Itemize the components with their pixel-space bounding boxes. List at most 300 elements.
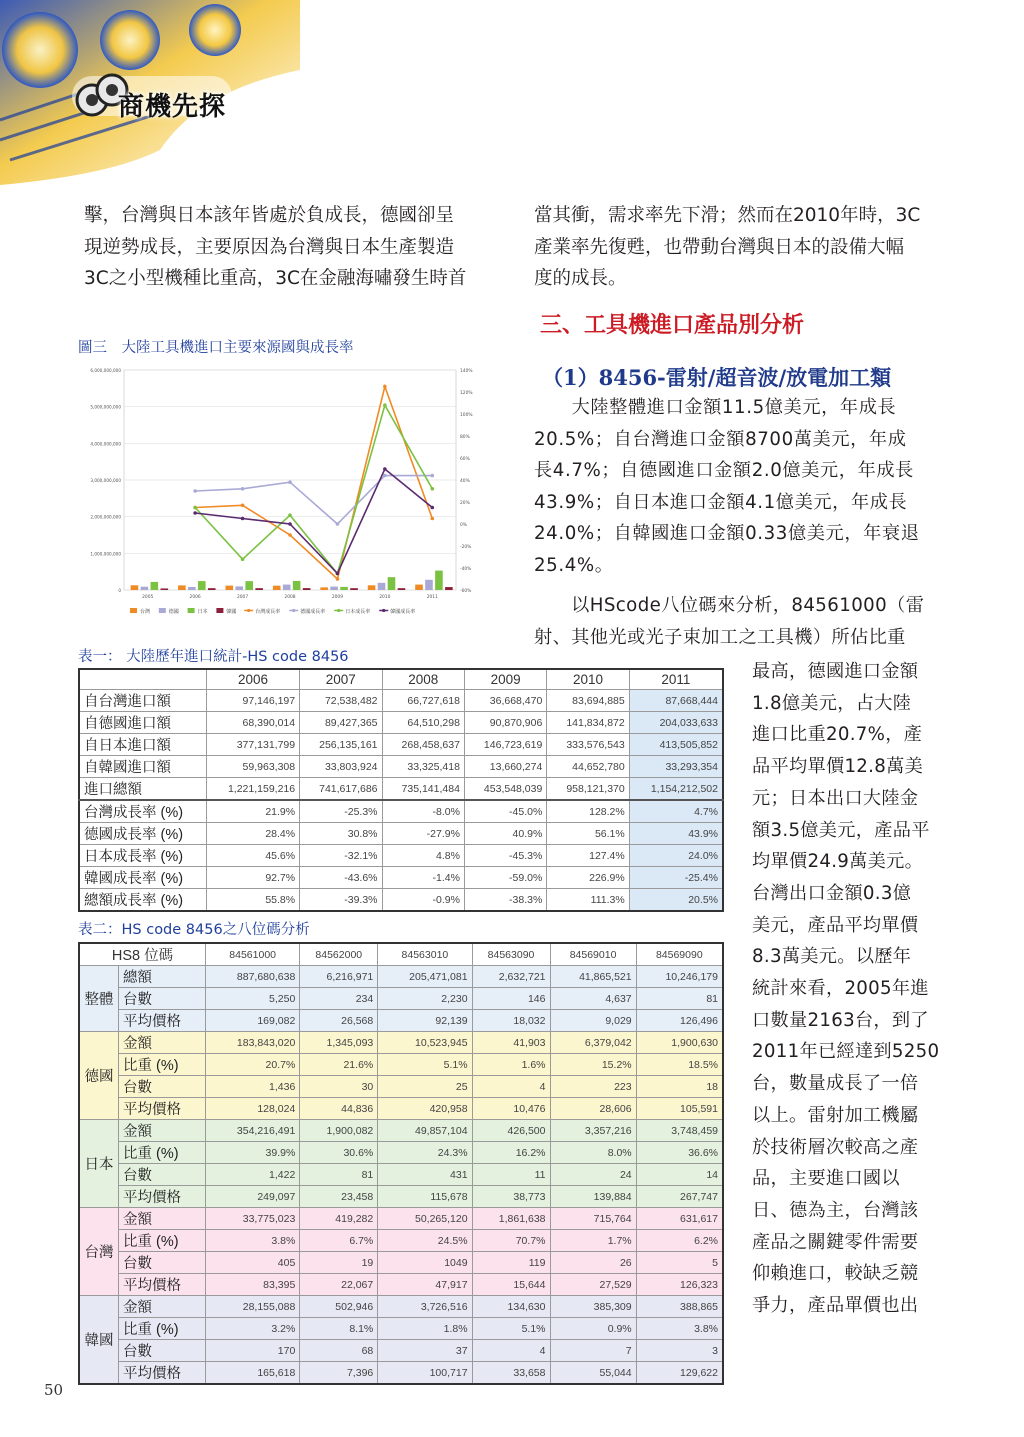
x-tick-label: 2009 bbox=[331, 595, 344, 600]
table-cell: 1,861,638 bbox=[472, 1208, 550, 1230]
metric-label: 平均價格 bbox=[119, 1186, 206, 1208]
legend-label: 韓國成長率 bbox=[390, 609, 416, 615]
hs-code-header: 84562000 bbox=[300, 943, 378, 966]
series-point bbox=[193, 511, 197, 515]
series-point bbox=[241, 517, 245, 521]
table-cell: 5.1% bbox=[378, 1054, 472, 1076]
row-label: 自韓國進口額 bbox=[79, 756, 207, 778]
text-line: 3C之小型機種比重高，3C在金融海嘯發生時首 bbox=[84, 268, 467, 289]
table-cell: 4 bbox=[472, 1340, 550, 1362]
table-row bbox=[79, 1098, 723, 1120]
table-cell: 431 bbox=[378, 1164, 472, 1186]
chart-bar bbox=[368, 585, 376, 590]
hs-code-header: 84569010 bbox=[550, 943, 636, 966]
table-cell: -0.9% bbox=[382, 889, 464, 912]
table-cell: 16.2% bbox=[472, 1142, 550, 1164]
text-line: 當其衝，需求率先下滑；然而在2010年時，3C bbox=[534, 205, 921, 226]
table-cell: 7 bbox=[550, 1340, 636, 1362]
y2-tick-label: 20% bbox=[460, 501, 470, 506]
chart-bar bbox=[131, 585, 139, 590]
hs-code-header: 84563090 bbox=[472, 943, 550, 966]
table-cell: 223 bbox=[550, 1076, 636, 1098]
series-point bbox=[288, 480, 292, 484]
table-cell: 27,529 bbox=[550, 1274, 636, 1296]
metric-label: 金額 bbox=[119, 1296, 206, 1318]
hs-code-header: 84569090 bbox=[636, 943, 723, 966]
legend-marker bbox=[337, 609, 340, 612]
table-row bbox=[79, 823, 723, 845]
chart-bar bbox=[415, 585, 423, 590]
x-tick-label: 2005 bbox=[142, 595, 154, 600]
table-cell: 24.0% bbox=[629, 845, 723, 867]
table-cell: 1,345,093 bbox=[300, 1032, 378, 1054]
table-row bbox=[79, 889, 723, 912]
legend-label: 台灣成長率 bbox=[255, 609, 281, 615]
text-line: 產業率先復甦，也帶動台灣與日本的設備大幅 bbox=[534, 236, 905, 258]
table-cell: 28.4% bbox=[207, 823, 300, 845]
table-cell: 111.3% bbox=[547, 889, 629, 912]
table-cell: 25 bbox=[378, 1076, 472, 1098]
paragraph-hscode-analysis bbox=[752, 656, 948, 1322]
table-cell: 333,576,543 bbox=[547, 734, 629, 756]
chart-bar bbox=[435, 571, 443, 590]
table-cell: 170 bbox=[206, 1340, 300, 1362]
table-cell: 49,857,104 bbox=[378, 1120, 472, 1142]
year-header: 2010 bbox=[547, 669, 629, 690]
table-cell: 4 bbox=[472, 1076, 550, 1098]
series-point bbox=[336, 522, 340, 526]
table-cell: 169,082 bbox=[206, 1010, 300, 1032]
text-line: 仰賴進口，較缺乏競 bbox=[752, 1263, 919, 1285]
text-line: 爭力，產品單價也出 bbox=[752, 1295, 919, 1317]
series-point bbox=[288, 533, 292, 537]
chart-bar bbox=[273, 586, 281, 590]
table-row bbox=[79, 1142, 723, 1164]
y2-tick-label: 40% bbox=[460, 479, 470, 484]
paragraph-hscode-intro bbox=[534, 590, 946, 653]
table-cell: -32.1% bbox=[300, 845, 382, 867]
table-cell: -39.3% bbox=[300, 889, 382, 912]
table-cell: 127.4% bbox=[547, 845, 629, 867]
table-cell: 23,458 bbox=[300, 1186, 378, 1208]
series-point bbox=[288, 513, 292, 517]
text-line: 25.4%。 bbox=[534, 554, 614, 576]
legend-marker bbox=[382, 609, 385, 612]
legend-label: 日本成長率 bbox=[345, 609, 371, 615]
chart-svg bbox=[78, 362, 488, 630]
table-cell: 100,717 bbox=[378, 1362, 472, 1385]
row-label: 德國成長率 (%) bbox=[79, 823, 207, 845]
text-line: 20.5%；自台灣進口金額8700萬美元，年成 bbox=[534, 428, 907, 450]
table-cell: 0.9% bbox=[550, 1318, 636, 1340]
chart-bar bbox=[340, 587, 348, 590]
section-heading: 三、工具機進口產品別分析 bbox=[540, 312, 805, 338]
table-cell: 83,395 bbox=[206, 1274, 300, 1296]
table-cell: 226.9% bbox=[547, 867, 629, 889]
metric-label: 平均價格 bbox=[119, 1274, 206, 1296]
table-cell: 30.6% bbox=[300, 1142, 378, 1164]
year-header: 2006 bbox=[207, 669, 300, 690]
text-line: 品平均單價12.8萬美 bbox=[752, 756, 924, 778]
table-cell: 97,146,197 bbox=[207, 690, 300, 712]
y-tick-label: 1,000,000,000 bbox=[90, 551, 121, 557]
metric-label: 平均價格 bbox=[119, 1098, 206, 1120]
x-tick-label: 2006 bbox=[189, 595, 201, 600]
table-cell: 38,773 bbox=[472, 1186, 550, 1208]
table-cell: 5.1% bbox=[472, 1318, 550, 1340]
table-cell: 40.9% bbox=[464, 823, 546, 845]
table-cell: 426,500 bbox=[472, 1120, 550, 1142]
text-line: 43.9%；自日本進口金額4.1億美元，年成長 bbox=[534, 491, 908, 513]
row-label: 進口總額 bbox=[79, 778, 207, 801]
chart-bar bbox=[225, 586, 233, 590]
row-label: 自日本進口額 bbox=[79, 734, 207, 756]
table-cell: -8.0% bbox=[382, 800, 464, 823]
table-cell: 146,723,619 bbox=[464, 734, 546, 756]
table-row bbox=[79, 845, 723, 867]
text-line: 日、德為主，台灣該 bbox=[752, 1199, 919, 1221]
table-cell: 33,775,023 bbox=[206, 1208, 300, 1230]
chart-bar bbox=[151, 582, 159, 590]
table-cell: 1,221,159,216 bbox=[207, 778, 300, 801]
table-cell: 28,606 bbox=[550, 1098, 636, 1120]
table-cell: 15.2% bbox=[550, 1054, 636, 1076]
text-line: 1.8億美元，占大陸 bbox=[752, 692, 912, 714]
table-cell: 36,668,470 bbox=[464, 690, 546, 712]
table-cell: 134,630 bbox=[472, 1296, 550, 1318]
table-cell: 44,652,780 bbox=[547, 756, 629, 778]
table-cell: 72,538,482 bbox=[300, 690, 382, 712]
table-cell: 4.7% bbox=[629, 800, 723, 823]
text-line: 於技術層次較高之產 bbox=[752, 1136, 919, 1158]
text-line: 擊，台灣與日本該年皆處於負成長，德國卻呈 bbox=[84, 205, 455, 226]
table-cell: 354,216,491 bbox=[206, 1120, 300, 1142]
table-cell: 715,764 bbox=[550, 1208, 636, 1230]
table-cell: -27.9% bbox=[382, 823, 464, 845]
text-line: 台灣出口金額0.3億 bbox=[752, 882, 912, 904]
y-tick-label: 2,000,000,000 bbox=[90, 514, 121, 520]
table-cell: 204,033,633 bbox=[629, 712, 723, 734]
y2-tick-label: -60% bbox=[460, 589, 472, 594]
table-cell: 6.2% bbox=[636, 1230, 723, 1252]
table-cell: 20.5% bbox=[629, 889, 723, 912]
group-label: 台灣 bbox=[79, 1208, 119, 1296]
series-point bbox=[336, 577, 340, 581]
table-cell: 3,748,459 bbox=[636, 1120, 723, 1142]
chart-bar bbox=[378, 583, 386, 590]
table-row bbox=[79, 1076, 723, 1098]
table-cell: 83,694,885 bbox=[547, 690, 629, 712]
table-cell: 1,900,630 bbox=[636, 1032, 723, 1054]
x-tick-label: 2010 bbox=[379, 595, 391, 600]
table-header-row bbox=[79, 669, 723, 690]
table-cell: 234 bbox=[300, 988, 378, 1010]
chart-bar bbox=[320, 587, 328, 590]
hs8-analysis-table bbox=[78, 942, 724, 1385]
table-cell: 24.5% bbox=[378, 1230, 472, 1252]
group-label: 日本 bbox=[79, 1120, 119, 1208]
chart-bar bbox=[141, 587, 149, 590]
table-row bbox=[79, 690, 723, 712]
table-row bbox=[79, 734, 723, 756]
chart-bar bbox=[445, 587, 453, 590]
x-tick-label: 2011 bbox=[426, 595, 438, 600]
table-cell: 66,727,618 bbox=[382, 690, 464, 712]
table-row bbox=[79, 1164, 723, 1186]
table-cell: 59,963,308 bbox=[207, 756, 300, 778]
table-header-row bbox=[79, 943, 723, 966]
chart-bar bbox=[198, 581, 206, 590]
table-cell: -25.3% bbox=[300, 800, 382, 823]
table-cell: 10,476 bbox=[472, 1098, 550, 1120]
table-cell: 41,865,521 bbox=[550, 966, 636, 988]
hs8-header: HS8 位碼 bbox=[79, 943, 206, 966]
chart-bar bbox=[330, 587, 338, 590]
text-line: 8.3萬美元。以歷年 bbox=[752, 946, 912, 968]
table-cell: 183,843,020 bbox=[206, 1032, 300, 1054]
subsection-heading: （1）8456-雷射/超音波/放電加工類 bbox=[542, 365, 892, 390]
chart-bar bbox=[208, 588, 216, 590]
table-row bbox=[79, 1032, 723, 1054]
table-cell: 1.6% bbox=[472, 1054, 550, 1076]
table-cell: 18 bbox=[636, 1076, 723, 1098]
series-point bbox=[193, 506, 197, 510]
table-cell: -45.3% bbox=[464, 845, 546, 867]
table-cell: 1049 bbox=[378, 1252, 472, 1274]
chart-bar bbox=[398, 588, 406, 590]
legend-swatch bbox=[216, 608, 223, 613]
legend-swatch bbox=[159, 608, 166, 613]
legend-marker bbox=[292, 609, 295, 612]
text-line: 以上。雷射加工機屬 bbox=[752, 1104, 919, 1126]
table-cell: 4,637 bbox=[550, 988, 636, 1010]
text-line: 長4.7%；自德國進口金額2.0億美元，年成長 bbox=[534, 460, 914, 481]
series-point bbox=[430, 487, 434, 491]
hs-code-header: 84561000 bbox=[206, 943, 300, 966]
y2-tick-label: 100% bbox=[460, 413, 473, 418]
year-header: 2007 bbox=[300, 669, 382, 690]
table-cell: -45.0% bbox=[464, 800, 546, 823]
table-cell: 388,865 bbox=[636, 1296, 723, 1318]
table-cell: 47,917 bbox=[378, 1274, 472, 1296]
text-line: 台，數量成長了一倍 bbox=[752, 1073, 919, 1095]
metric-label: 台數 bbox=[119, 1340, 206, 1362]
legend-swatch bbox=[130, 608, 137, 613]
table-row bbox=[79, 1318, 723, 1340]
text-line: 元；日本出口大陸金 bbox=[752, 787, 919, 809]
table-row bbox=[79, 1252, 723, 1274]
table-cell: 18,032 bbox=[472, 1010, 550, 1032]
table-cell: 13,660,274 bbox=[464, 756, 546, 778]
table-cell: 735,141,484 bbox=[382, 778, 464, 801]
table-row bbox=[79, 988, 723, 1010]
table-cell: 105,591 bbox=[636, 1098, 723, 1120]
table-cell: 128.2% bbox=[547, 800, 629, 823]
chart-bar bbox=[283, 585, 291, 590]
table-row bbox=[79, 800, 723, 823]
table-cell: 3 bbox=[636, 1340, 723, 1362]
text-line: 射、其他光或光子束加工之工具機）所佔比重 bbox=[534, 626, 906, 648]
table-cell: 41,903 bbox=[472, 1032, 550, 1054]
chart-bar bbox=[161, 588, 169, 590]
table-cell: 887,680,638 bbox=[206, 966, 300, 988]
table-cell: 68,390,014 bbox=[207, 712, 300, 734]
table-cell: 37 bbox=[378, 1340, 472, 1362]
group-label: 韓國 bbox=[79, 1296, 119, 1385]
series-point bbox=[241, 504, 245, 508]
row-label: 自台灣進口額 bbox=[79, 690, 207, 712]
legend-label: 德國 bbox=[168, 609, 179, 615]
legend-label: 台灣 bbox=[140, 609, 151, 615]
table-cell: 21.6% bbox=[300, 1054, 378, 1076]
metric-label: 台數 bbox=[119, 1164, 206, 1186]
chart-bar bbox=[350, 588, 358, 590]
table-cell: 126,496 bbox=[636, 1010, 723, 1032]
figure-caption: 圖三 大陸工具機進口主要來源國與成長率 bbox=[78, 340, 354, 356]
y2-tick-label: 80% bbox=[460, 435, 470, 440]
text-line: 口數量2163台，到了 bbox=[752, 1009, 929, 1031]
table-cell: 115,678 bbox=[378, 1186, 472, 1208]
series-point bbox=[383, 467, 387, 471]
table-cell: -1.4% bbox=[382, 867, 464, 889]
row-label: 自德國進口額 bbox=[79, 712, 207, 734]
table-cell: 43.9% bbox=[629, 823, 723, 845]
y2-tick-label: 60% bbox=[460, 457, 470, 462]
y-tick-label: 0 bbox=[118, 588, 121, 593]
group-label: 德國 bbox=[79, 1032, 119, 1120]
hs-code-header: 84563010 bbox=[378, 943, 472, 966]
table-cell: -25.4% bbox=[629, 867, 723, 889]
table-cell: 70.7% bbox=[472, 1230, 550, 1252]
year-header: 2008 bbox=[382, 669, 464, 690]
y2-tick-label: 0% bbox=[460, 523, 467, 528]
table-cell: 39.9% bbox=[206, 1142, 300, 1164]
metric-label: 台數 bbox=[119, 988, 206, 1010]
text-line: 2011年已經達到5250 bbox=[752, 1041, 940, 1063]
table-cell: 1,422 bbox=[206, 1164, 300, 1186]
text-line: 最高，德國進口金額 bbox=[752, 661, 919, 682]
right-column-text bbox=[534, 200, 946, 295]
metric-label: 比重 (%) bbox=[119, 1318, 206, 1340]
table-cell: 385,309 bbox=[550, 1296, 636, 1318]
table-row bbox=[79, 1208, 723, 1230]
table-cell: 81 bbox=[300, 1164, 378, 1186]
table-cell: 22,067 bbox=[300, 1274, 378, 1296]
page-number: 50 bbox=[44, 1381, 64, 1399]
chart-bar bbox=[178, 585, 186, 590]
y2-tick-label: 120% bbox=[460, 391, 473, 396]
table-cell: 81 bbox=[636, 988, 723, 1010]
group-label: 整體 bbox=[79, 966, 119, 1032]
y2-tick-label: -40% bbox=[460, 567, 472, 572]
table-cell: 18.5% bbox=[636, 1054, 723, 1076]
table-row bbox=[79, 1362, 723, 1385]
table1-caption: 表一： 大陸歷年進口統計-HS code 8456 bbox=[78, 649, 349, 665]
table-cell: 33,293,354 bbox=[629, 756, 723, 778]
table-cell: 377,131,799 bbox=[207, 734, 300, 756]
table-cell: 8.0% bbox=[550, 1142, 636, 1164]
table-cell: 33,803,924 bbox=[300, 756, 382, 778]
table-cell: 50,265,120 bbox=[378, 1208, 472, 1230]
metric-label: 金額 bbox=[119, 1120, 206, 1142]
table-row bbox=[79, 1230, 723, 1252]
table-cell: 4.8% bbox=[382, 845, 464, 867]
metric-label: 總額 bbox=[119, 966, 206, 988]
table-cell: 631,617 bbox=[636, 1208, 723, 1230]
row-label: 總額成長率 (%) bbox=[79, 889, 207, 912]
table-row bbox=[79, 966, 723, 988]
table-cell: 92.7% bbox=[207, 867, 300, 889]
table-cell: 3,357,216 bbox=[550, 1120, 636, 1142]
table-cell: 3.2% bbox=[206, 1318, 300, 1340]
table-cell: 10,246,179 bbox=[636, 966, 723, 988]
series-point bbox=[383, 403, 387, 407]
table-cell: 165,618 bbox=[206, 1362, 300, 1385]
text-line: 大陸整體進口金額11.5億美元，年成長 bbox=[534, 397, 897, 418]
table-cell: 21.9% bbox=[207, 800, 300, 823]
table-row bbox=[79, 1274, 723, 1296]
table-cell: 1,436 bbox=[206, 1076, 300, 1098]
table-cell: 249,097 bbox=[206, 1186, 300, 1208]
table-row bbox=[79, 1296, 723, 1318]
table-row bbox=[79, 1120, 723, 1142]
table-cell: 55,044 bbox=[550, 1362, 636, 1385]
table-cell: 30 bbox=[300, 1076, 378, 1098]
table-cell: 64,510,298 bbox=[382, 712, 464, 734]
chart-bar bbox=[255, 588, 263, 590]
import-statistics-table bbox=[78, 668, 724, 912]
table-cell: 741,617,686 bbox=[300, 778, 382, 801]
table-row bbox=[79, 712, 723, 734]
table-cell: 68 bbox=[300, 1340, 378, 1362]
series-point bbox=[336, 572, 340, 576]
text-line: 產品之關鍵零件需要 bbox=[752, 1231, 919, 1253]
legend-label: 德國成長率 bbox=[300, 609, 326, 615]
series-point bbox=[430, 506, 434, 510]
series-point bbox=[193, 489, 197, 493]
table-cell: 1.7% bbox=[550, 1230, 636, 1252]
text-line: 24.0%；自韓國進口金額0.33億美元，年衰退 bbox=[534, 523, 920, 544]
chart-bar bbox=[425, 580, 433, 590]
year-header: 2011 bbox=[629, 669, 723, 690]
table-cell: 45.6% bbox=[207, 845, 300, 867]
metric-label: 比重 (%) bbox=[119, 1054, 206, 1076]
chart-bar bbox=[303, 588, 311, 590]
x-tick-label: 2008 bbox=[284, 595, 296, 600]
series-point bbox=[383, 474, 387, 478]
y-tick-label: 3,000,000,000 bbox=[90, 478, 121, 483]
row-label: 日本成長率 (%) bbox=[79, 845, 207, 867]
table-cell: -43.6% bbox=[300, 867, 382, 889]
table-cell: 3.8% bbox=[206, 1230, 300, 1252]
table-cell: 126,323 bbox=[636, 1274, 723, 1296]
x-tick-label: 2007 bbox=[236, 595, 249, 600]
chart-bar bbox=[293, 581, 301, 590]
series-point bbox=[430, 474, 434, 478]
table-cell: 205,471,081 bbox=[378, 966, 472, 988]
table-cell: 419,282 bbox=[300, 1208, 378, 1230]
table-cell: 19 bbox=[300, 1252, 378, 1274]
legend-swatch bbox=[188, 608, 195, 613]
table-cell: 10,523,945 bbox=[378, 1032, 472, 1054]
table-cell: 453,548,039 bbox=[464, 778, 546, 801]
table-row bbox=[79, 867, 723, 889]
table-cell: 256,135,161 bbox=[300, 734, 382, 756]
row-label: 台灣成長率 (%) bbox=[79, 800, 207, 823]
table-cell: 405 bbox=[206, 1252, 300, 1274]
table-cell: 11 bbox=[472, 1164, 550, 1186]
chart-bar bbox=[235, 586, 243, 590]
